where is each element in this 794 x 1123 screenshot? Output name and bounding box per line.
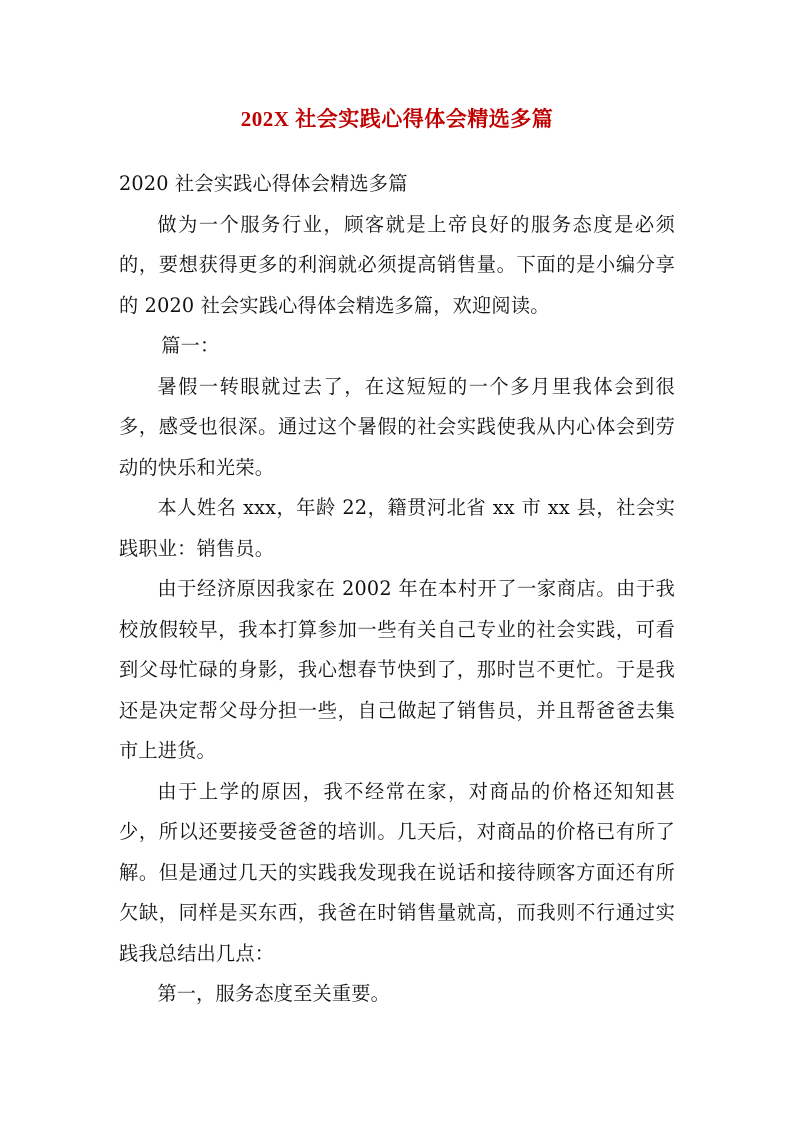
paragraph-intro: 做为一个服务行业，顾客就是上帝良好的服务态度是必须的，要想获得更多的利润就必须提高销售量。下面的是小编分享的 2020 社会实践心得体会精选多篇，欢迎阅读。 bbox=[119, 212, 675, 317]
document-title: 202X 社会实践心得体会精选多篇 bbox=[240, 107, 554, 131]
document-subtitle: 2020 社会实践心得体会精选多篇 bbox=[119, 172, 408, 195]
document-body bbox=[119, 164, 675, 1015]
paragraph-personal-info: 本人姓名 xxx，年龄 22，籍贯河北省 xx 市 xx 县，社会实践职业：销售员。 bbox=[119, 496, 675, 560]
paragraph-store: 由于经济原因我家在 2002 年在本村开了一家商店。由于我校放假较早，我本打算参加一些有关自己专业的社会实践，可看到父母忙碌的身影，我心想春节快到了，那时岂不更忙。于是我还是决定帮父母分担一些，自己做起了销售员，并且帮爸爸去集市上进货。 bbox=[119, 577, 675, 762]
paragraph-summer: 暑假一转眼就过去了，在这短短的一个多月里我体会到很多，感受也很深。通过这个暑假的社会实践使我从内心体会到劳动的快乐和光荣。 bbox=[119, 374, 675, 479]
section-heading-part-one: 篇一： bbox=[161, 334, 220, 357]
paragraph-point-one: 第一，服务态度至关重要。 bbox=[157, 982, 391, 1005]
paragraph-training: 由于上学的原因，我不经常在家，对商品的价格还知知甚少，所以还要接受爸爸的培训。几天后，对商品的价格已有所了解。但是通过几天的实践我发现我在说话和接待顾客方面还有所欠缺，同样是买东西，我爸在时销售量就高，而我则不行通过实践我总结出几点： bbox=[119, 779, 675, 965]
